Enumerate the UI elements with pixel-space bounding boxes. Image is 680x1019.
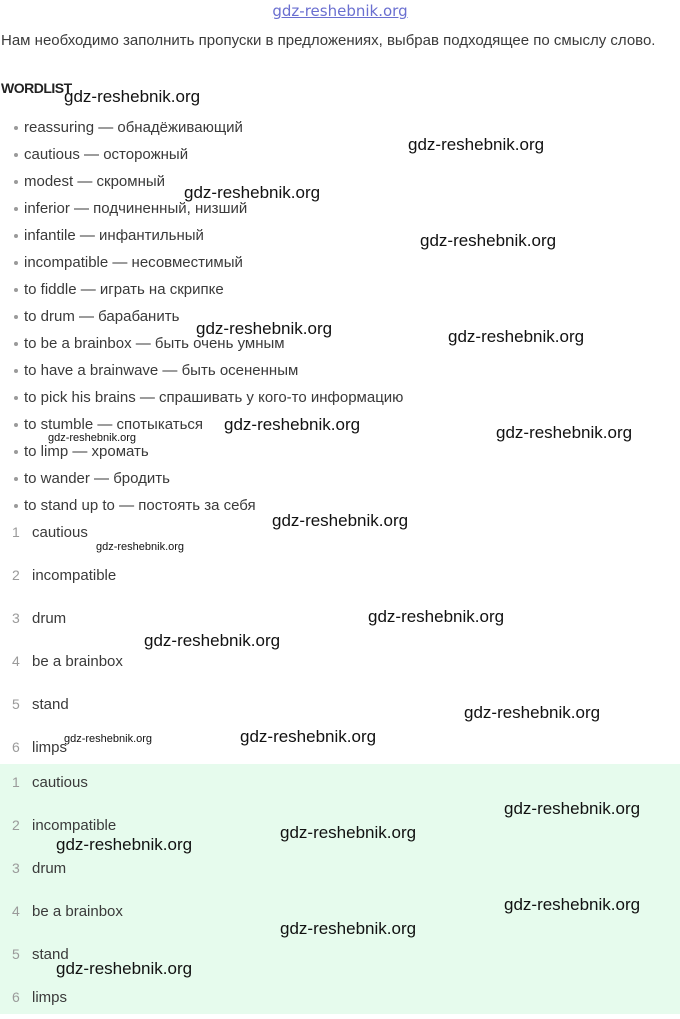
answer-text: limps <box>32 739 68 756</box>
answer-text: incompatible <box>32 817 117 834</box>
wordlist-item: to wander — бродить <box>0 465 403 492</box>
wordlist-item: reassuring — обнадёживающий <box>0 114 403 141</box>
watermark: gdz-reshebnik.org <box>184 183 321 202</box>
answer-item <box>0 597 680 640</box>
wordlist-item: to have a brainwave — быть осененным <box>0 357 403 384</box>
wordlist-item: modest — скромный <box>0 168 403 195</box>
answer-number: 6 <box>12 739 20 755</box>
watermark: gdz-reshebnik.org <box>464 703 601 722</box>
answer-key-item <box>0 976 680 1019</box>
task-instruction: Нам необходимо заполнить пропуски в предложениях, выбрав подходящее по смыслу слово. <box>1 32 656 49</box>
watermark: gdz-reshebnik.org <box>448 327 585 346</box>
watermark: gdz-reshebnik.org <box>504 895 641 914</box>
answer-number: 5 <box>12 696 20 712</box>
watermark: gdz-reshebnik.org <box>64 733 153 745</box>
watermark: gdz-reshebnik.org <box>496 423 633 442</box>
answer-number: 1 <box>12 774 20 790</box>
answer-text: drum <box>32 610 67 627</box>
wordlist-title: WORDLIST <box>1 80 72 96</box>
watermark: gdz-reshebnik.org <box>272 511 409 530</box>
answer-key-item <box>0 761 680 804</box>
wordlist-item: to pick his brains — спрашивать у кого-то информацию <box>0 384 403 411</box>
wordlist-item: to stand up to — постоять за себя <box>0 492 403 519</box>
answer-number: 4 <box>12 903 20 919</box>
answer-text: stand <box>32 946 69 963</box>
answer-item <box>0 554 680 597</box>
answer-text: drum <box>32 860 67 877</box>
wordlist-item: to fiddle — играть на скрипке <box>0 276 403 303</box>
watermark: gdz-reshebnik.org <box>64 87 201 106</box>
watermark: gdz-reshebnik.org <box>280 919 417 938</box>
watermark: gdz-reshebnik.org <box>408 135 545 154</box>
watermark: gdz-reshebnik.org <box>56 959 193 978</box>
wordlist-item: to limp — хромать <box>0 438 403 465</box>
watermark: gdz-reshebnik.org <box>48 432 137 444</box>
wordlist-item: inferior — подчиненный, низший <box>0 195 403 222</box>
watermark: gdz-reshebnik.org <box>196 319 333 338</box>
watermark: gdz-reshebnik.org <box>420 231 557 250</box>
wordlist-item: incompatible — несовместимый <box>0 249 403 276</box>
answer-item <box>0 640 680 683</box>
answer-number: 3 <box>12 610 20 626</box>
answer-text: limps <box>32 989 68 1006</box>
watermark: gdz-reshebnik.org <box>224 415 361 434</box>
answer-number: 3 <box>12 860 20 876</box>
watermark: gdz-reshebnik.org <box>504 799 641 818</box>
answer-text: cautious <box>32 524 88 541</box>
wordlist-item: to stumble — спотыкаться <box>0 411 403 438</box>
answer-number: 2 <box>12 567 20 583</box>
wordlist-item: cautious — осторожный <box>0 141 403 168</box>
answer-text: be a brainbox <box>32 653 123 670</box>
answer-text: stand <box>32 696 69 713</box>
answer-number: 2 <box>12 817 20 833</box>
watermark: gdz-reshebnik.org <box>56 835 193 854</box>
watermark: gdz-reshebnik.org <box>368 607 505 626</box>
watermark: gdz-reshebnik.org <box>240 727 377 746</box>
site-header-link[interactable]: gdz-reshebnik.org <box>272 2 408 20</box>
answer-number: 5 <box>12 946 20 962</box>
wordlist-item: to be a brainbox — быть очень умным <box>0 330 403 357</box>
watermark: gdz-reshebnik.org <box>144 631 281 650</box>
watermark: gdz-reshebnik.org <box>280 823 417 842</box>
answer-text: incompatible <box>32 567 117 584</box>
answer-number: 1 <box>12 524 20 540</box>
watermark: gdz-reshebnik.org <box>96 541 185 553</box>
answer-text: cautious <box>32 774 88 791</box>
wordlist-item: infantile — инфантильный <box>0 222 403 249</box>
answer-text: be a brainbox <box>32 903 123 920</box>
wordlist-item: to drum — барабанить <box>0 303 403 330</box>
wordlist <box>0 114 403 519</box>
answer-number: 4 <box>12 653 20 669</box>
answer-number: 6 <box>12 989 20 1005</box>
